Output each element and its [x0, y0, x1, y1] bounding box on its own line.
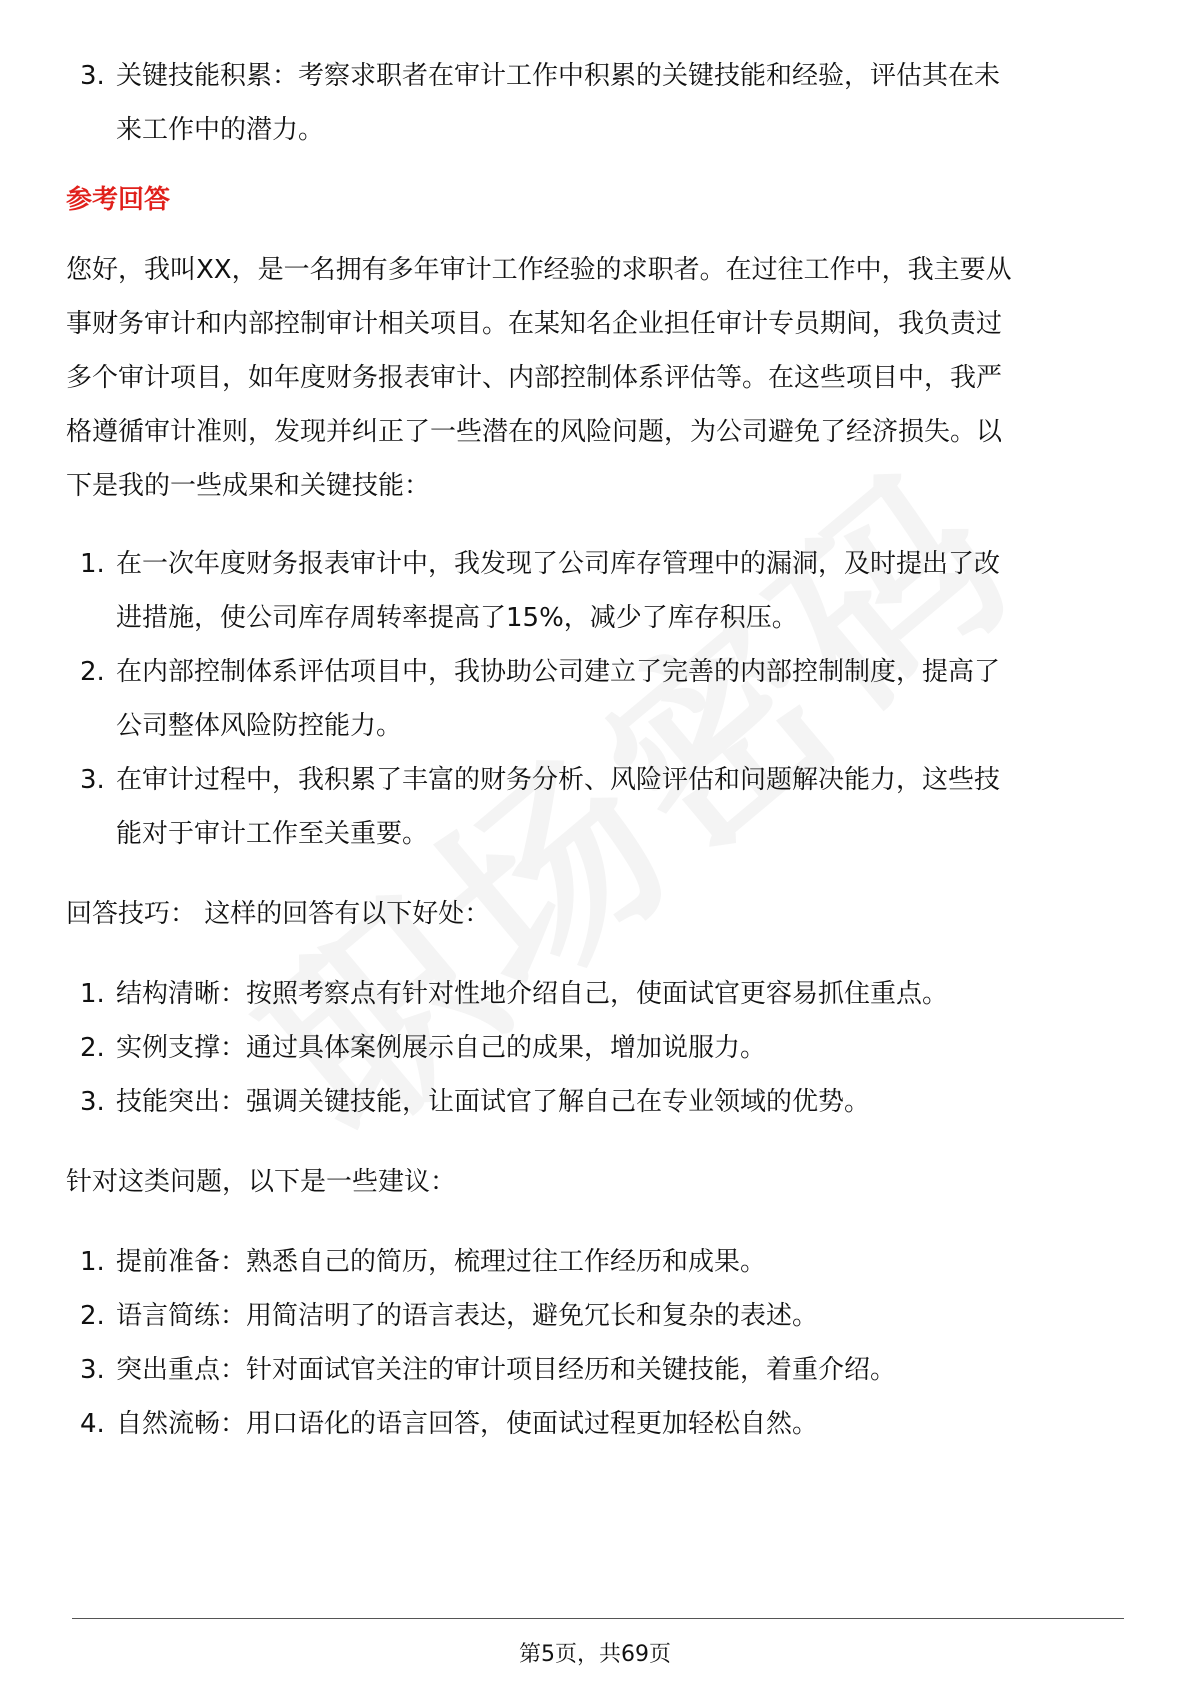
paragraph-line: 多个审计项目，如年度财务报表审计、内部控制体系评估等。在这些项目中，我严	[66, 363, 1003, 393]
list-item-text: 能对于审计工作至关重要。	[116, 819, 429, 849]
list-item-number: 3.	[80, 765, 105, 795]
page-number: 第5页，共69页	[519, 1642, 671, 1667]
list-item-text: 进措施，使公司库存周转率提高了15%，减少了库存积压。	[116, 603, 798, 633]
list-item-text: 实例支撑：通过具体案例展示自己的成果，增加说服力。	[116, 1033, 767, 1063]
reference-answer-heading: 参考回答	[66, 185, 171, 215]
list-item-text: 技能突出：强调关键技能，让面试官了解自己在专业领域的优势。	[116, 1087, 871, 1117]
list-item-number: 1.	[80, 549, 105, 579]
advice-intro: 针对这类问题，以下是一些建议：	[66, 1167, 457, 1197]
item-text-line: 来工作中的潜力。	[116, 115, 325, 145]
list-item-text: 在审计过程中，我积累了丰富的财务分析、风险评估和问题解决能力，这些技	[116, 765, 1001, 795]
paragraph-line: 下是我的一些成果和关键技能：	[66, 471, 431, 501]
list-item-text: 结构清晰：按照考察点有针对性地介绍自己，使面试官更容易抓住重点。	[116, 979, 949, 1009]
list-item-number: 2.	[80, 1033, 105, 1063]
list-item-number: 3.	[80, 1355, 105, 1385]
list-item-text: 语言简练：用简洁明了的语言表达，避免冗长和复杂的表述。	[116, 1301, 819, 1331]
list-item-number: 4.	[80, 1409, 105, 1439]
footer-divider	[72, 1618, 1124, 1619]
list-item-text: 在一次年度财务报表审计中，我发现了公司库存管理中的漏洞，及时提出了改	[116, 549, 1001, 579]
paragraph-line: 格遵循审计准则，发现并纠正了一些潜在的风险问题，为公司避免了经济损失。以	[66, 417, 1003, 447]
list-item-number: 1.	[80, 1247, 105, 1277]
list-item-number: 2.	[80, 1301, 105, 1331]
list-item-number: 1.	[80, 979, 105, 1009]
list-item-text: 突出重点：针对面试官关注的审计项目经历和关键技能，着重介绍。	[116, 1355, 897, 1385]
item-text-line: 关键技能积累：考察求职者在审计工作中积累的关键技能和经验，评估其在未	[116, 61, 1001, 91]
paragraph-line: 您好，我叫XX，是一名拥有多年审计工作经验的求职者。在过往工作中，我主要从	[66, 255, 1012, 285]
list-item-text: 公司整体风险防控能力。	[116, 711, 403, 741]
list-item-text: 自然流畅：用口语化的语言回答，使面试过程更加轻松自然。	[116, 1409, 819, 1439]
list-item-text: 提前准备：熟悉自己的简历，梳理过往工作经历和成果。	[116, 1247, 767, 1277]
list-item-text: 在内部控制体系评估项目中，我协助公司建立了完善的内部控制制度，提高了	[116, 657, 1001, 687]
item-number: 3.	[80, 61, 105, 91]
tips-intro: 回答技巧： 这样的回答有以下好处：	[66, 899, 491, 929]
list-item-number: 2.	[80, 657, 105, 687]
paragraph-line: 事财务审计和内部控制审计相关项目。在某知名企业担任审计专员期间，我负责过	[66, 309, 1003, 339]
list-item-number: 3.	[80, 1087, 105, 1117]
